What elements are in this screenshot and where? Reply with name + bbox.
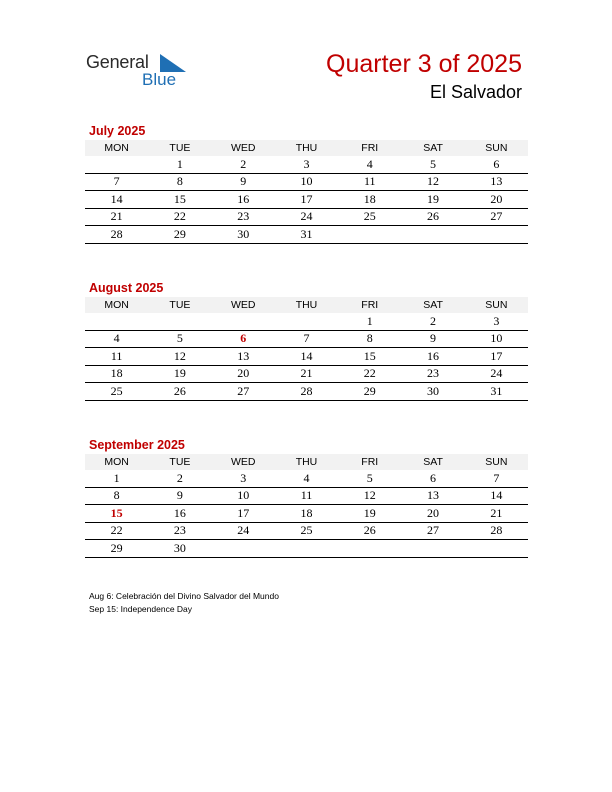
day-cell: 21 xyxy=(85,208,148,226)
day-cell: 15 xyxy=(85,505,148,523)
day-cell: 24 xyxy=(465,365,528,383)
calendar-body xyxy=(85,156,528,243)
day-cell: 22 xyxy=(85,522,148,540)
day-cell: 1 xyxy=(338,313,401,330)
day-cell: 9 xyxy=(148,487,211,505)
weekday-header: WED xyxy=(212,140,275,156)
weekday-header: TUE xyxy=(148,297,211,313)
day-cell: 30 xyxy=(401,383,464,401)
empty-day-cell xyxy=(85,313,148,330)
month-title: September 2025 xyxy=(89,438,185,452)
day-cell: 25 xyxy=(338,208,401,226)
weekday-header: MON xyxy=(85,297,148,313)
week-row xyxy=(85,191,528,209)
holiday-note: Aug 6: Celebración del Divino Salvador del Mundo xyxy=(89,591,279,601)
week-row xyxy=(85,522,528,540)
day-cell: 30 xyxy=(148,540,211,558)
day-cell: 28 xyxy=(275,383,338,401)
day-cell: 2 xyxy=(148,470,211,487)
weekday-header-row xyxy=(85,454,528,470)
logo xyxy=(86,52,196,92)
empty-day-cell xyxy=(465,226,528,244)
empty-day-cell xyxy=(401,540,464,558)
day-cell: 24 xyxy=(275,208,338,226)
day-cell: 16 xyxy=(148,505,211,523)
day-cell: 19 xyxy=(148,365,211,383)
weekday-header: WED xyxy=(212,297,275,313)
day-cell: 20 xyxy=(465,191,528,209)
day-cell: 13 xyxy=(465,173,528,191)
week-row xyxy=(85,226,528,244)
weekday-header: SAT xyxy=(401,297,464,313)
weekday-header: TUE xyxy=(148,454,211,470)
day-cell: 19 xyxy=(338,505,401,523)
day-cell: 7 xyxy=(85,173,148,191)
calendar-table xyxy=(85,297,528,401)
empty-day-cell xyxy=(401,226,464,244)
day-cell: 14 xyxy=(85,191,148,209)
calendar-table xyxy=(85,140,528,244)
week-row xyxy=(85,313,528,330)
weekday-header: SUN xyxy=(465,454,528,470)
day-cell: 5 xyxy=(338,470,401,487)
weekday-header: THU xyxy=(275,140,338,156)
week-row xyxy=(85,505,528,523)
calendar-body xyxy=(85,470,528,557)
day-cell: 6 xyxy=(401,470,464,487)
week-row xyxy=(85,470,528,487)
day-cell: 14 xyxy=(465,487,528,505)
day-cell: 6 xyxy=(212,330,275,348)
day-cell: 29 xyxy=(338,383,401,401)
week-row xyxy=(85,330,528,348)
day-cell: 29 xyxy=(85,540,148,558)
day-cell: 5 xyxy=(401,156,464,173)
weekday-header: SUN xyxy=(465,140,528,156)
day-cell: 23 xyxy=(148,522,211,540)
weekday-header: MON xyxy=(85,140,148,156)
day-cell: 11 xyxy=(275,487,338,505)
empty-day-cell xyxy=(212,313,275,330)
day-cell: 22 xyxy=(338,365,401,383)
day-cell: 16 xyxy=(212,191,275,209)
weekday-header: SUN xyxy=(465,297,528,313)
day-cell: 27 xyxy=(465,208,528,226)
day-cell: 21 xyxy=(275,365,338,383)
day-cell: 9 xyxy=(212,173,275,191)
day-cell: 13 xyxy=(401,487,464,505)
day-cell: 12 xyxy=(401,173,464,191)
day-cell: 28 xyxy=(465,522,528,540)
day-cell: 22 xyxy=(148,208,211,226)
day-cell: 10 xyxy=(275,173,338,191)
month-block-september xyxy=(85,436,528,558)
empty-day-cell xyxy=(212,540,275,558)
weekday-header: SAT xyxy=(401,454,464,470)
empty-day-cell xyxy=(85,156,148,173)
day-cell: 19 xyxy=(401,191,464,209)
logo-word-blue: Blue xyxy=(142,70,177,89)
week-row xyxy=(85,487,528,505)
day-cell: 29 xyxy=(148,226,211,244)
day-cell: 8 xyxy=(148,173,211,191)
day-cell: 30 xyxy=(212,226,275,244)
day-cell: 23 xyxy=(212,208,275,226)
month-title: August 2025 xyxy=(89,281,164,295)
day-cell: 3 xyxy=(465,313,528,330)
day-cell: 11 xyxy=(338,173,401,191)
day-cell: 9 xyxy=(401,330,464,348)
day-cell: 17 xyxy=(275,191,338,209)
day-cell: 3 xyxy=(275,156,338,173)
day-cell: 20 xyxy=(212,365,275,383)
day-cell: 28 xyxy=(85,226,148,244)
day-cell: 4 xyxy=(85,330,148,348)
day-cell: 27 xyxy=(212,383,275,401)
day-cell: 15 xyxy=(338,348,401,366)
day-cell: 18 xyxy=(85,365,148,383)
month-block-july xyxy=(85,122,528,244)
day-cell: 10 xyxy=(465,330,528,348)
weekday-header: SAT xyxy=(401,140,464,156)
week-row xyxy=(85,173,528,191)
holiday-note: Sep 15: Independence Day xyxy=(89,604,193,614)
weekday-header: THU xyxy=(275,297,338,313)
day-cell: 21 xyxy=(465,505,528,523)
week-row xyxy=(85,383,528,401)
day-cell: 17 xyxy=(465,348,528,366)
day-cell: 20 xyxy=(401,505,464,523)
day-cell: 24 xyxy=(212,522,275,540)
day-cell: 14 xyxy=(275,348,338,366)
country-name: El Salvador xyxy=(429,82,522,102)
day-cell: 1 xyxy=(148,156,211,173)
weekday-header: MON xyxy=(85,454,148,470)
empty-day-cell xyxy=(275,540,338,558)
month-title: July 2025 xyxy=(89,124,146,138)
page-title: Quarter 3 of 2025 xyxy=(326,50,522,78)
day-cell: 12 xyxy=(338,487,401,505)
day-cell: 31 xyxy=(275,226,338,244)
day-cell: 25 xyxy=(85,383,148,401)
day-cell: 16 xyxy=(401,348,464,366)
week-row xyxy=(85,156,528,173)
day-cell: 5 xyxy=(148,330,211,348)
holiday-notes xyxy=(89,590,279,616)
empty-day-cell xyxy=(338,226,401,244)
week-row xyxy=(85,208,528,226)
calendar-table xyxy=(85,454,528,558)
weekday-header: FRI xyxy=(338,454,401,470)
day-cell: 12 xyxy=(148,348,211,366)
day-cell: 2 xyxy=(401,313,464,330)
weekday-header: FRI xyxy=(338,297,401,313)
empty-day-cell xyxy=(465,540,528,558)
day-cell: 17 xyxy=(212,505,275,523)
weekday-header: TUE xyxy=(148,140,211,156)
day-cell: 6 xyxy=(465,156,528,173)
weekday-header-row xyxy=(85,297,528,313)
day-cell: 15 xyxy=(148,191,211,209)
day-cell: 1 xyxy=(85,470,148,487)
empty-day-cell xyxy=(275,313,338,330)
day-cell: 4 xyxy=(338,156,401,173)
logo-word-general: General xyxy=(86,52,149,72)
day-cell: 26 xyxy=(401,208,464,226)
week-row xyxy=(85,540,528,558)
day-cell: 26 xyxy=(338,522,401,540)
weekday-header: WED xyxy=(212,454,275,470)
empty-day-cell xyxy=(148,313,211,330)
month-block-august xyxy=(85,279,528,401)
week-row xyxy=(85,365,528,383)
day-cell: 7 xyxy=(465,470,528,487)
day-cell: 23 xyxy=(401,365,464,383)
day-cell: 4 xyxy=(275,470,338,487)
day-cell: 3 xyxy=(212,470,275,487)
empty-day-cell xyxy=(338,540,401,558)
weekday-header-row xyxy=(85,140,528,156)
day-cell: 25 xyxy=(275,522,338,540)
day-cell: 8 xyxy=(338,330,401,348)
day-cell: 31 xyxy=(465,383,528,401)
day-cell: 18 xyxy=(275,505,338,523)
weekday-header: FRI xyxy=(338,140,401,156)
day-cell: 11 xyxy=(85,348,148,366)
day-cell: 13 xyxy=(212,348,275,366)
day-cell: 2 xyxy=(212,156,275,173)
weekday-header: THU xyxy=(275,454,338,470)
day-cell: 26 xyxy=(148,383,211,401)
day-cell: 27 xyxy=(401,522,464,540)
day-cell: 8 xyxy=(85,487,148,505)
day-cell: 18 xyxy=(338,191,401,209)
week-row xyxy=(85,348,528,366)
calendar-body xyxy=(85,313,528,400)
day-cell: 10 xyxy=(212,487,275,505)
day-cell: 7 xyxy=(275,330,338,348)
